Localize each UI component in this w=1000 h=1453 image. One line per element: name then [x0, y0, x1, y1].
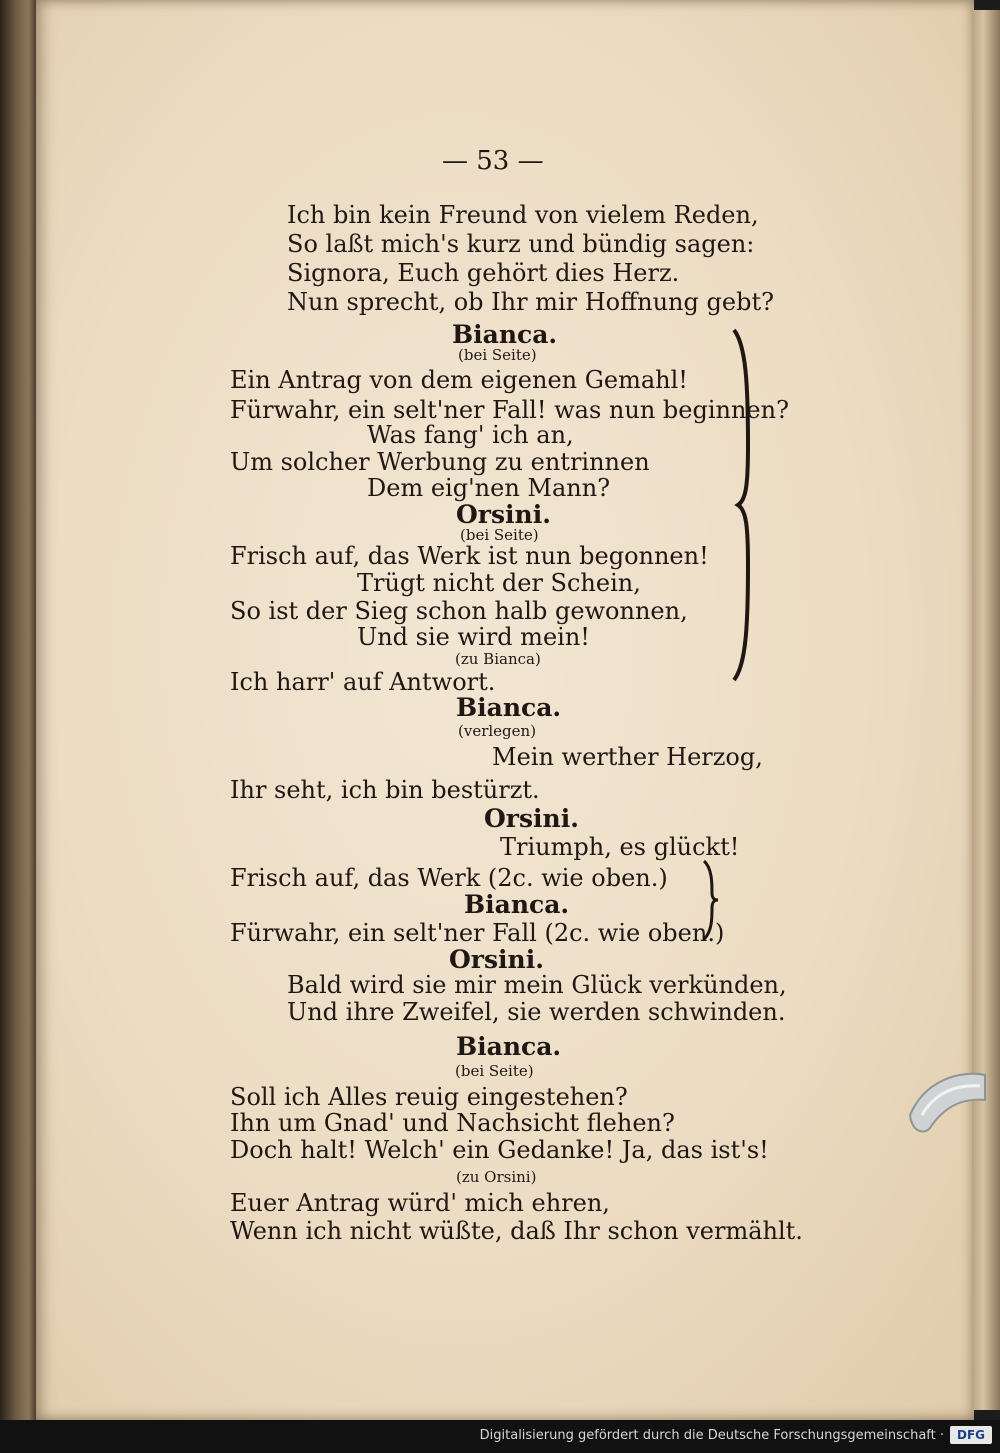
verse-line: So laßt mich's kurz und bündig sagen: — [287, 230, 755, 258]
verse-line: Und ihre Zweifel, sie werden schwinden. — [287, 998, 786, 1026]
verse-line: Mein werther Herzog, — [492, 743, 763, 771]
verse-line: Fürwahr, ein selt'ner Fall! was nun beginnen? — [230, 396, 789, 424]
footer-credit: Digitalisierung gefördert durch die Deutsche Forschungsgemeinschaft · — [479, 1428, 944, 1443]
verse-line: Und sie wird mein! — [357, 623, 590, 651]
verse-line: Ihr seht, ich bin bestürzt. — [230, 776, 540, 804]
stage-direction: (zu Orsini) — [456, 1168, 537, 1186]
verse-line: Soll ich Alles reuig eingestehen? — [230, 1083, 628, 1111]
speaker-name: Orsini. — [449, 945, 544, 974]
speaker-name: Orsini. — [456, 500, 551, 529]
speaker-name: Orsini. — [484, 804, 579, 833]
verse-line: Wenn ich nicht wüßte, daß Ihr schon vermählt. — [230, 1217, 803, 1245]
speaker-name: Bianca. — [452, 320, 558, 349]
page-number: — 53 — — [442, 146, 544, 176]
verse-line: Trügt nicht der Schein, — [357, 569, 641, 597]
page-edge — [972, 10, 1000, 1410]
verse-line: Ich bin kein Freund von vielem Reden, — [287, 201, 759, 229]
speaker-name: Bianca. — [456, 693, 562, 722]
verse-line: Euer Antrag würd' mich ehren, — [230, 1189, 610, 1217]
verse-line: Fürwahr, ein selt'ner Fall (2c. wie oben.) — [230, 919, 725, 947]
stage-direction: (verlegen) — [458, 722, 537, 740]
book-spine — [0, 0, 38, 1420]
verse-line: So ist der Sieg schon halb gewonnen, — [230, 597, 688, 625]
stage-direction: (bei Seite) — [455, 1062, 534, 1080]
dfg-logo-icon: DFG — [950, 1426, 992, 1444]
verse-line: Triumph, es glückt! — [500, 833, 740, 861]
verse-line: Was fang' ich an, — [367, 421, 574, 449]
stage-direction: (bei Seite) — [458, 346, 537, 364]
paper-clip — [900, 1060, 990, 1140]
verse-line: Frisch auf, das Werk (2c. wie oben.) — [230, 864, 668, 892]
verse-line: Ein Antrag von dem eigenen Gemahl! — [230, 366, 688, 394]
verse-line: Nun sprecht, ob Ihr mir Hoffnung gebt? — [287, 288, 774, 316]
speaker-name: Bianca. — [464, 890, 570, 919]
speaker-name: Bianca. — [456, 1032, 562, 1061]
verse-line: Ihn um Gnad' und Nachsicht flehen? — [230, 1109, 675, 1137]
verse-line: Bald wird sie mir mein Glück verkünden, — [287, 971, 787, 999]
verse-line: Signora, Euch gehört dies Herz. — [287, 259, 680, 287]
verse-line: Doch halt! Welch' ein Gedanke! Ja, das ist's! — [230, 1136, 769, 1164]
verse-line: Dem eig'nen Mann? — [367, 474, 611, 502]
verse-line: Ich harr' auf Antwort. — [230, 668, 496, 696]
large-brace — [728, 325, 758, 685]
stage-direction: (zu Bianca) — [455, 650, 541, 668]
stage-direction: (bei Seite) — [460, 526, 539, 544]
small-brace — [700, 858, 724, 942]
verse-line: Um solcher Werbung zu entrinnen — [230, 448, 650, 476]
verse-line: Frisch auf, das Werk ist nun begonnen! — [230, 542, 709, 570]
